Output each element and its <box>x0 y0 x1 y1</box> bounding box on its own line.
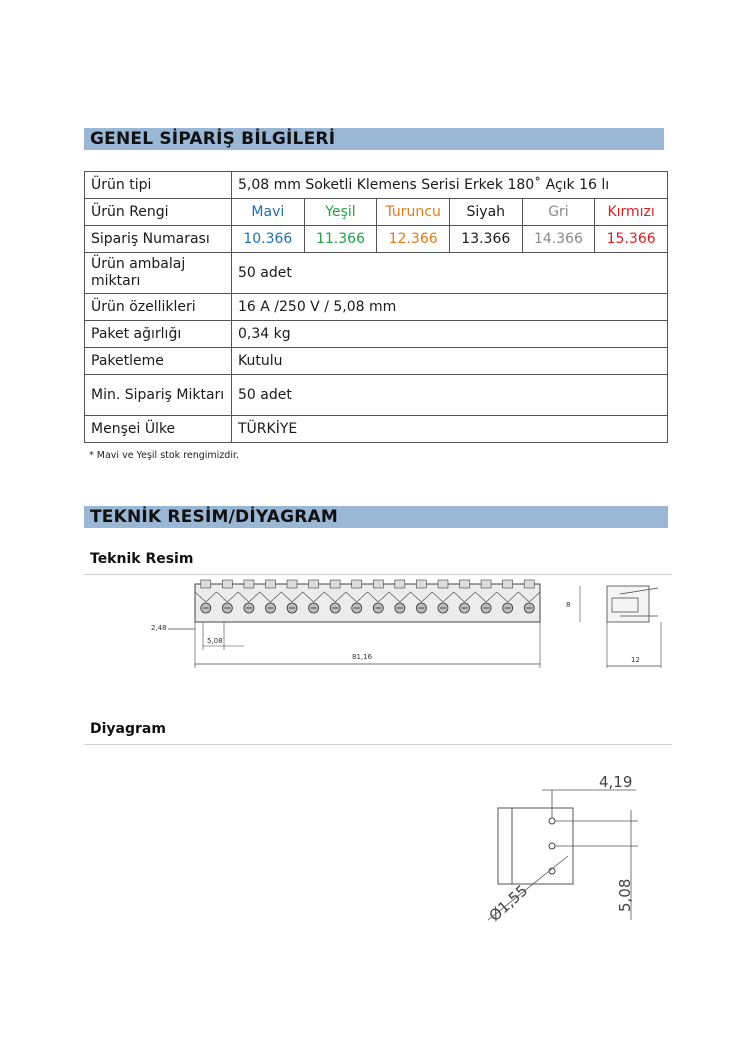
dim-depth: 12 <box>631 656 640 664</box>
label-ambalaj: Ürün ambalaj miktarı <box>85 253 232 294</box>
pole-top <box>352 580 362 588</box>
dim-pitch: 5,08 <box>207 637 223 645</box>
label-siparis-numarasi: Sipariş Numarası <box>85 226 232 253</box>
pin-diagram <box>480 770 650 930</box>
pole-top <box>373 580 383 588</box>
pin-hole <box>549 818 555 824</box>
color-name-yesil: Yeşil <box>304 199 377 226</box>
color-name-turuncu: Turuncu <box>377 199 450 226</box>
order-code-kirmizi: 15.366 <box>595 226 668 253</box>
pole-top <box>201 580 211 588</box>
pole-top <box>481 580 491 588</box>
pole-top <box>287 580 297 588</box>
dim-length: 81,16 <box>352 653 373 661</box>
pole-top <box>222 580 232 588</box>
dim-height: 8 <box>566 601 571 609</box>
value-mensei: TÜRKİYE <box>232 416 668 443</box>
pole-top <box>438 580 448 588</box>
table-row <box>85 375 668 416</box>
order-code-mavi: 10.366 <box>232 226 305 253</box>
subtitle-teknik-resim: Teknik Resim <box>90 551 194 567</box>
label-agirlik: Paket ağırlığı <box>85 321 232 348</box>
pole-top <box>265 580 275 588</box>
value-min-siparis: 50 adet <box>232 375 668 416</box>
table-row <box>85 348 668 375</box>
pole-top <box>309 580 319 588</box>
dim-offset: 2,48 <box>151 624 167 632</box>
section-title-teknik: TEKNİK RESİM/DİYAGRAM <box>84 506 668 528</box>
dim-pitch: 5,08 <box>616 878 634 912</box>
divider <box>84 574 672 575</box>
pole-top <box>395 580 405 588</box>
table-row <box>85 226 668 253</box>
order-code-turuncu: 12.366 <box>377 226 450 253</box>
table-row <box>85 321 668 348</box>
table-row <box>85 294 668 321</box>
label-paketleme: Paketleme <box>85 348 232 375</box>
label-urun-tipi: Ürün tipi <box>85 172 232 199</box>
color-name-mavi: Mavi <box>232 199 305 226</box>
label-mensei: Menşei Ülke <box>85 416 232 443</box>
side-view <box>607 586 649 622</box>
value-ozellikler: 16 A /250 V / 5,08 mm <box>232 294 668 321</box>
label-min-siparis: Min. Sipariş Miktarı <box>85 375 232 416</box>
order-code-siyah: 13.366 <box>449 226 522 253</box>
dim-width: 4,19 <box>599 773 633 791</box>
color-name-siyah: Siyah <box>449 199 522 226</box>
section-title-genel: GENEL SİPARİŞ BİLGİLERİ <box>84 128 664 150</box>
pole-top <box>524 580 534 588</box>
pole-top <box>330 580 340 588</box>
order-code-yesil: 11.366 <box>304 226 377 253</box>
color-name-gri: Gri <box>522 199 595 226</box>
table-row <box>85 253 668 294</box>
value-ambalaj: 50 adet <box>232 253 668 294</box>
value-urun-tipi: 5,08 mm Soketli Klemens Serisi Erkek 180˚ Açık 16 lı <box>232 172 668 199</box>
divider <box>84 744 672 745</box>
value-agirlik: 0,34 kg <box>232 321 668 348</box>
pole-top <box>503 580 513 588</box>
pin-hole <box>549 843 555 849</box>
dim-hole: Ø1,55 <box>485 881 532 925</box>
stock-note: * Mavi ve Yeşil stok rengimizdir. <box>89 450 240 461</box>
order-code-gri: 14.366 <box>522 226 595 253</box>
value-paketleme: Kutulu <box>232 348 668 375</box>
table-row <box>85 199 668 226</box>
color-name-kirmizi: Kırmızı <box>595 199 668 226</box>
pole-top <box>244 580 254 588</box>
connector-body <box>195 584 540 622</box>
label-ozellikler: Ürün özellikleri <box>85 294 232 321</box>
technical-drawing <box>140 578 670 673</box>
subtitle-diyagram: Diyagram <box>90 721 166 737</box>
pole-top <box>416 580 426 588</box>
pole-top <box>460 580 470 588</box>
table-row <box>85 172 668 199</box>
label-urun-rengi: Ürün Rengi <box>85 199 232 226</box>
order-info-table <box>84 171 668 443</box>
table-row <box>85 416 668 443</box>
